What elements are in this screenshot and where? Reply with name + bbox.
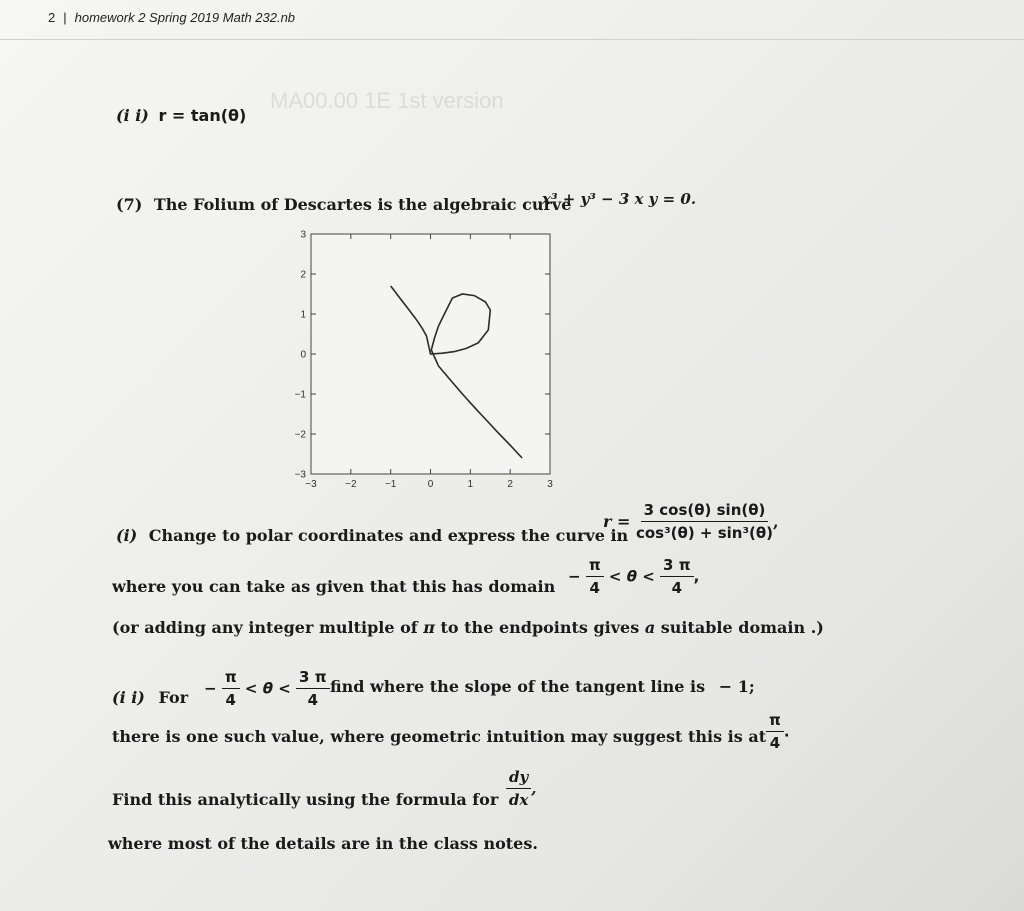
dy-dx [506,768,536,809]
domain-inequality: − $\frac{\pi}{4}$ < θ < $\frac{3 \pi}{4}$ , [568,556,700,597]
dy-dx-fraction [506,768,531,809]
bleed-through-text: MA00.00 1E 1st version [270,88,504,113]
one-value-line: there is one such value, where geometric intuition may suggest this is at [112,727,767,746]
part-ii-slope: − 1; [718,677,755,696]
y-tick-label: −1 [294,389,306,401]
polar-formula [603,501,779,542]
part-ii-upper-den: 4 [307,691,319,709]
x-tick-label: −2 [345,479,357,490]
x-tick-label: 1 [467,479,474,490]
part-ii-lead [112,688,188,707]
adding-line [112,618,824,637]
part-i-label: (i) [116,526,138,545]
polar-fraction [636,501,773,542]
part-i-body: Change to polar coordinates and express the curve in [148,526,629,545]
x-tick-label: 0 [427,479,434,490]
pi-over-4-den: 4 [769,734,781,752]
y-tick-label: 2 [300,269,306,281]
find-line: Find this analytically using the formula for [112,790,499,809]
adding-a: a [644,618,656,637]
problem-7-text: The Folium of Descartes is the algebraic curve [153,195,572,214]
part-ii-top [116,106,246,125]
y-tick-label: −2 [294,429,306,441]
notes-line: where most of the details are in the class notes. [108,834,538,853]
y-tick-label: 1 [300,309,306,321]
document-title: homework 2 Spring 2019 Math 232.nb [74,10,296,25]
adding-mid: to the endpoints gives [440,618,640,637]
pi-over-4-period: . [783,722,790,741]
header-divider [0,39,1024,40]
folium-equation: x³ + y³ − 3 x y = 0. [542,190,697,208]
domain-upper-den: 4 [671,579,683,597]
domain-lower-num: π [586,556,604,577]
r-equals: r = [603,512,631,531]
adding-pre: (or adding any integer multiple of [112,618,418,637]
polar-numerator: 3 cos(θ) sin(θ) [641,501,769,522]
domain-lower-fraction [586,556,604,597]
domain-upper-fraction [660,556,694,597]
x-tick-label: 3 [547,479,553,490]
domain-mid: < θ < [608,567,655,586]
y-tick-label: −3 [294,469,306,481]
part-ii-top-label: (i i) [116,106,149,125]
part-ii-body: find where the slope of the tangent line is [330,677,706,696]
part-i-text [116,526,628,545]
header-separator: | [63,10,67,25]
part-ii-mid: < θ < [244,679,291,698]
part-ii-text [330,677,755,696]
dy-dx-num: dy [506,768,531,789]
part-ii-lower-fraction [222,668,240,709]
adding-pi: π [423,618,435,637]
part-ii-lower-den: 4 [225,691,236,709]
domain-text: where you can take as given that this has domain [112,577,556,596]
folium-plot [280,225,580,495]
pi-over-4-num: π [766,711,784,732]
pi-over-4 [766,711,790,752]
adding-post: suitable domain .) [660,618,824,637]
dy-dx-comma: , [531,779,537,798]
pi-over-4-fraction [766,711,784,752]
part-ii-lower-num: π [222,668,240,689]
dy-dx-den: dx [508,791,529,809]
part-ii-top-expr: r = tan(θ) [158,106,247,125]
polar-comma: , [773,512,779,531]
y-tick-label: 3 [300,229,306,241]
part-ii-label: (i i) [112,688,145,707]
polar-denominator: cos³(θ) + sin³(θ) [635,524,774,542]
domain-lower-den: 4 [589,579,600,597]
y-tick-label: 0 [300,349,306,361]
domain-upper-num: 3 π [660,556,694,577]
part-ii-for: For [158,688,189,707]
page-number: 2 [48,10,56,25]
problem-7 [116,195,571,214]
page-header [48,10,295,25]
part-ii-inequality: − $\frac{\pi}{4}$ < θ < $\frac{3 \pi}{4}$ [204,668,330,709]
x-tick-label: −3 [305,479,317,490]
x-tick-label: 2 [507,479,513,490]
domain-comma: , [693,567,700,586]
part-ii-upper-fraction [296,668,330,709]
x-tick-label: −1 [384,479,397,490]
problem-7-label: (7) [116,195,143,214]
part-ii-upper-num: 3 π [296,668,330,689]
